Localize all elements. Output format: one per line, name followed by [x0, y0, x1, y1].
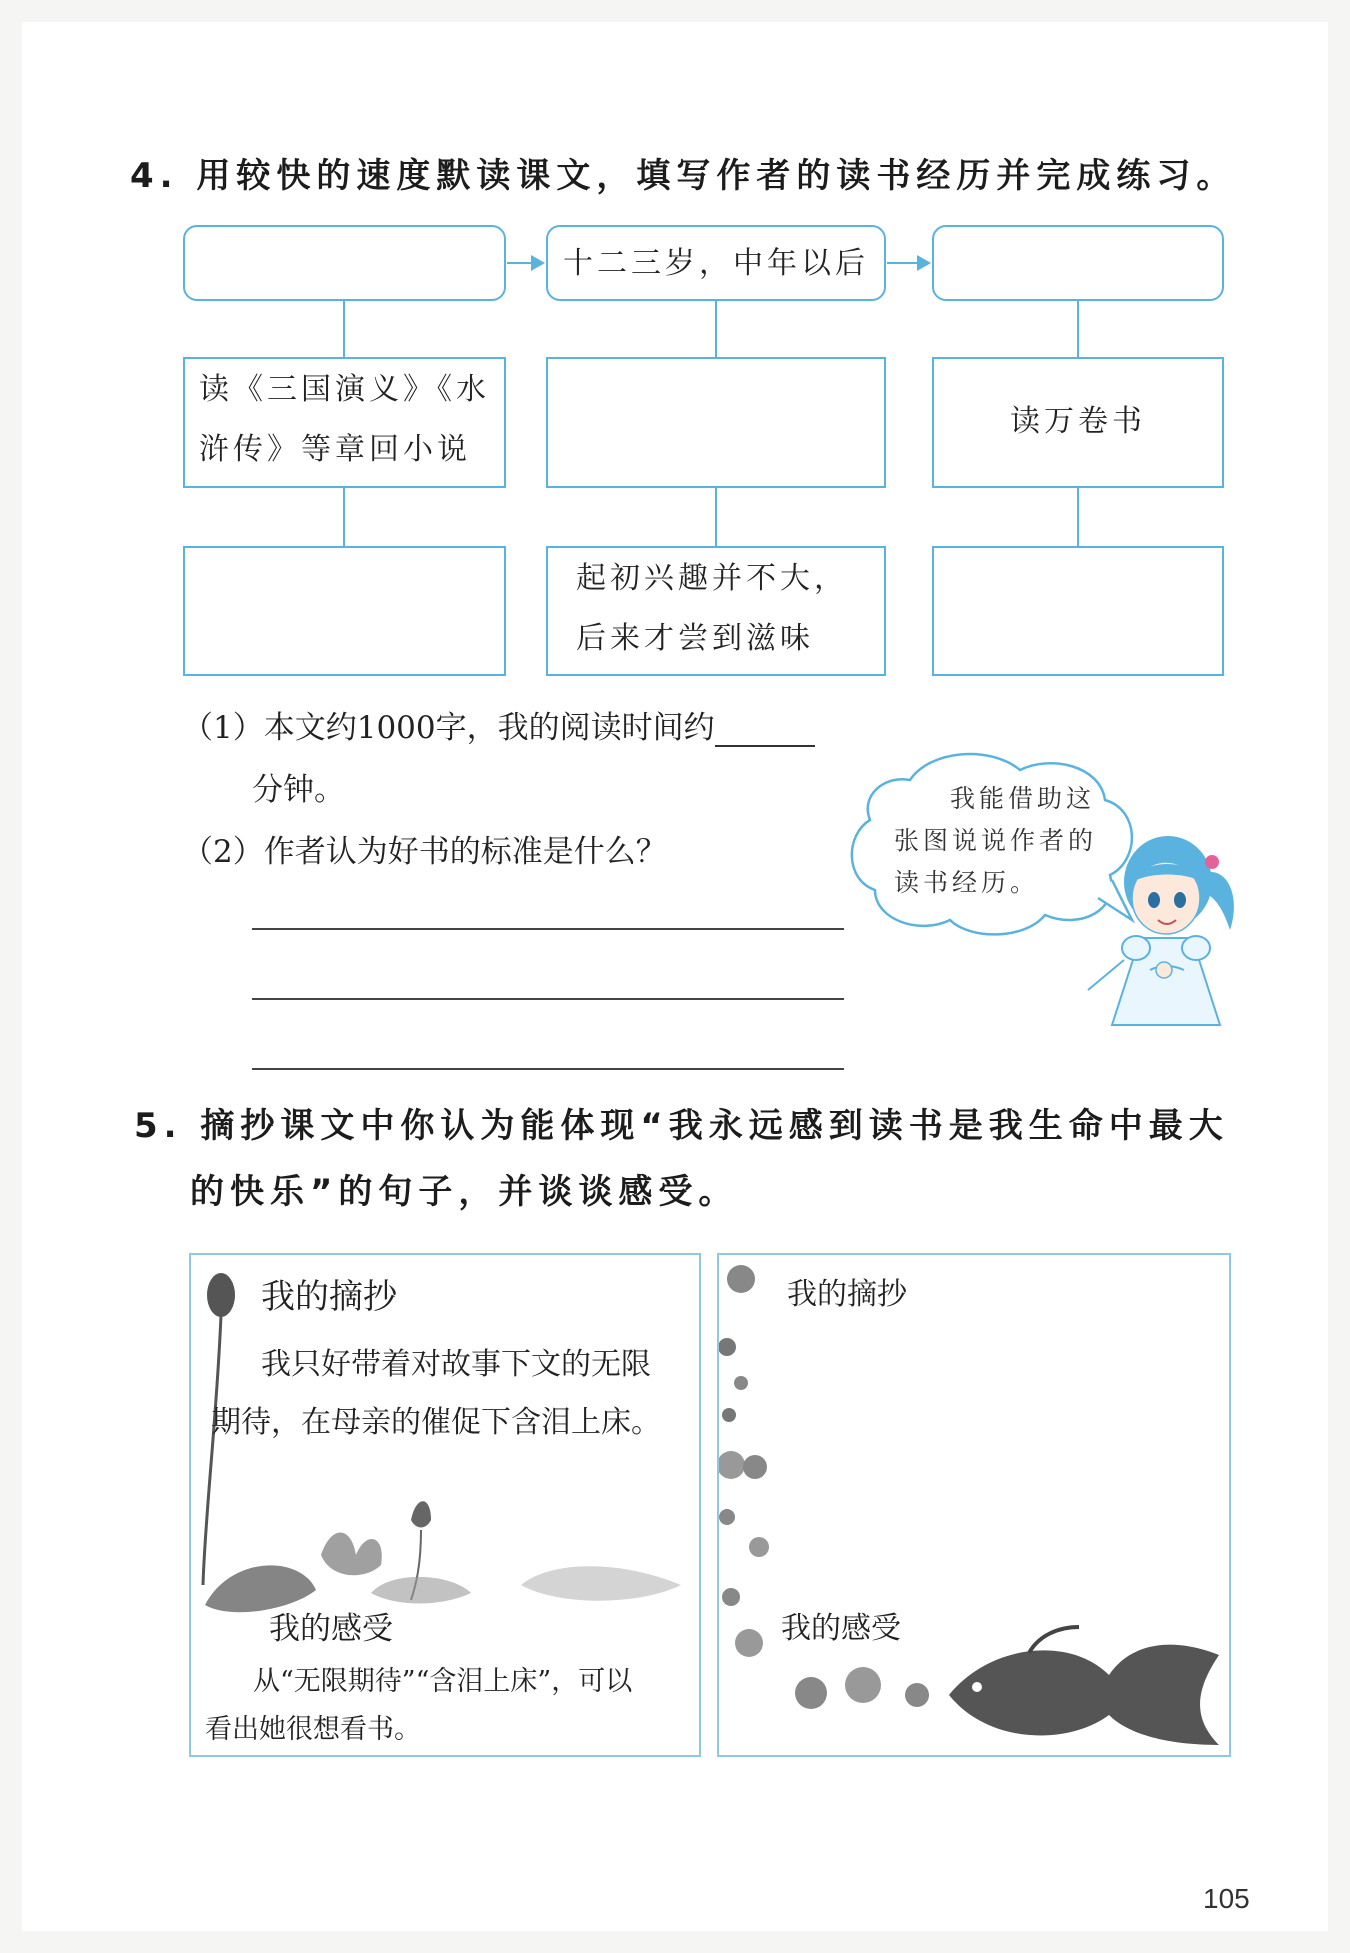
excerpt-line: 期待，在母亲的催促下含泪上床。	[211, 1405, 661, 1440]
books-box-3[interactable]	[932, 357, 1224, 488]
stage-box-3[interactable]	[932, 225, 1224, 301]
fish-bubbles-ink-illustration-icon	[719, 1255, 1229, 1755]
stage-box-2[interactable]	[546, 225, 886, 301]
excerpt-card-2[interactable]	[717, 1253, 1231, 1757]
question-5-title-line2: 的快乐”的句子，并谈谈感受。	[190, 1172, 739, 1212]
books-box-1[interactable]	[183, 357, 506, 488]
feeling-line: 从“无限期待”“含泪上床”，可以	[253, 1666, 633, 1697]
books-box-2[interactable]	[546, 357, 886, 488]
books-line: 读万卷书	[1010, 404, 1146, 439]
feeling-box-3[interactable]	[932, 546, 1224, 676]
excerpt-heading: 我的摘抄	[787, 1277, 907, 1312]
excerpt-card-1[interactable]	[189, 1253, 701, 1757]
feeling-box-1[interactable]	[183, 546, 506, 676]
arrow-2	[887, 262, 929, 264]
excerpt-heading: 我的摘抄	[261, 1277, 397, 1317]
excerpt-line: 我只好带着对故事下文的无限	[261, 1347, 651, 1382]
girl-illustration-icon	[1080, 820, 1250, 1030]
reading-time-blank[interactable]	[715, 715, 815, 747]
subquestion-2: （2）作者认为好书的标准是什么？	[182, 834, 667, 870]
answer-line[interactable]	[252, 928, 844, 930]
feeling-heading: 我的感受	[781, 1611, 901, 1646]
answer-line[interactable]	[252, 998, 844, 1000]
books-line: 浒传》等章回小说	[199, 432, 471, 467]
subquestion-1-unit: 分钟。	[252, 772, 345, 808]
answer-line[interactable]	[252, 1068, 844, 1070]
bubble-line: 张图说说作者的	[894, 826, 1098, 855]
stage-box-1[interactable]	[183, 225, 506, 301]
feeling-line: 后来才尝到滋味	[576, 621, 814, 656]
connector	[1077, 488, 1079, 546]
subquestion-1-text: （1）本文约1000字，我的阅读时间约	[182, 710, 715, 746]
arrow-1	[507, 262, 543, 264]
bubble-line: 我能借助这	[950, 784, 1096, 813]
feeling-line: 起初兴趣并不大，	[576, 561, 848, 596]
connector	[715, 301, 717, 357]
bubble-line: 读书经历。	[894, 868, 1040, 897]
connector	[715, 488, 717, 546]
books-line: 读《三国演义》《水	[199, 372, 490, 407]
feeling-line: 看出她很想看书。	[205, 1714, 421, 1745]
connector	[1077, 301, 1079, 357]
stage-label-2: 十二三岁，中年以后	[563, 246, 869, 281]
question-4-title: 4. 用较快的速度默读课文，填写作者的读书经历并完成练习。	[130, 156, 1237, 196]
connector	[343, 488, 345, 546]
question-5-title-line1: 5. 摘抄课文中你认为能体现“我永远感到读书是我生命中最大	[134, 1106, 1229, 1146]
connector	[343, 301, 345, 357]
subquestion-1	[182, 702, 815, 747]
feeling-heading: 我的感受	[269, 1611, 393, 1647]
page-number: 105	[1203, 1883, 1250, 1914]
feeling-box-2[interactable]	[546, 546, 886, 676]
